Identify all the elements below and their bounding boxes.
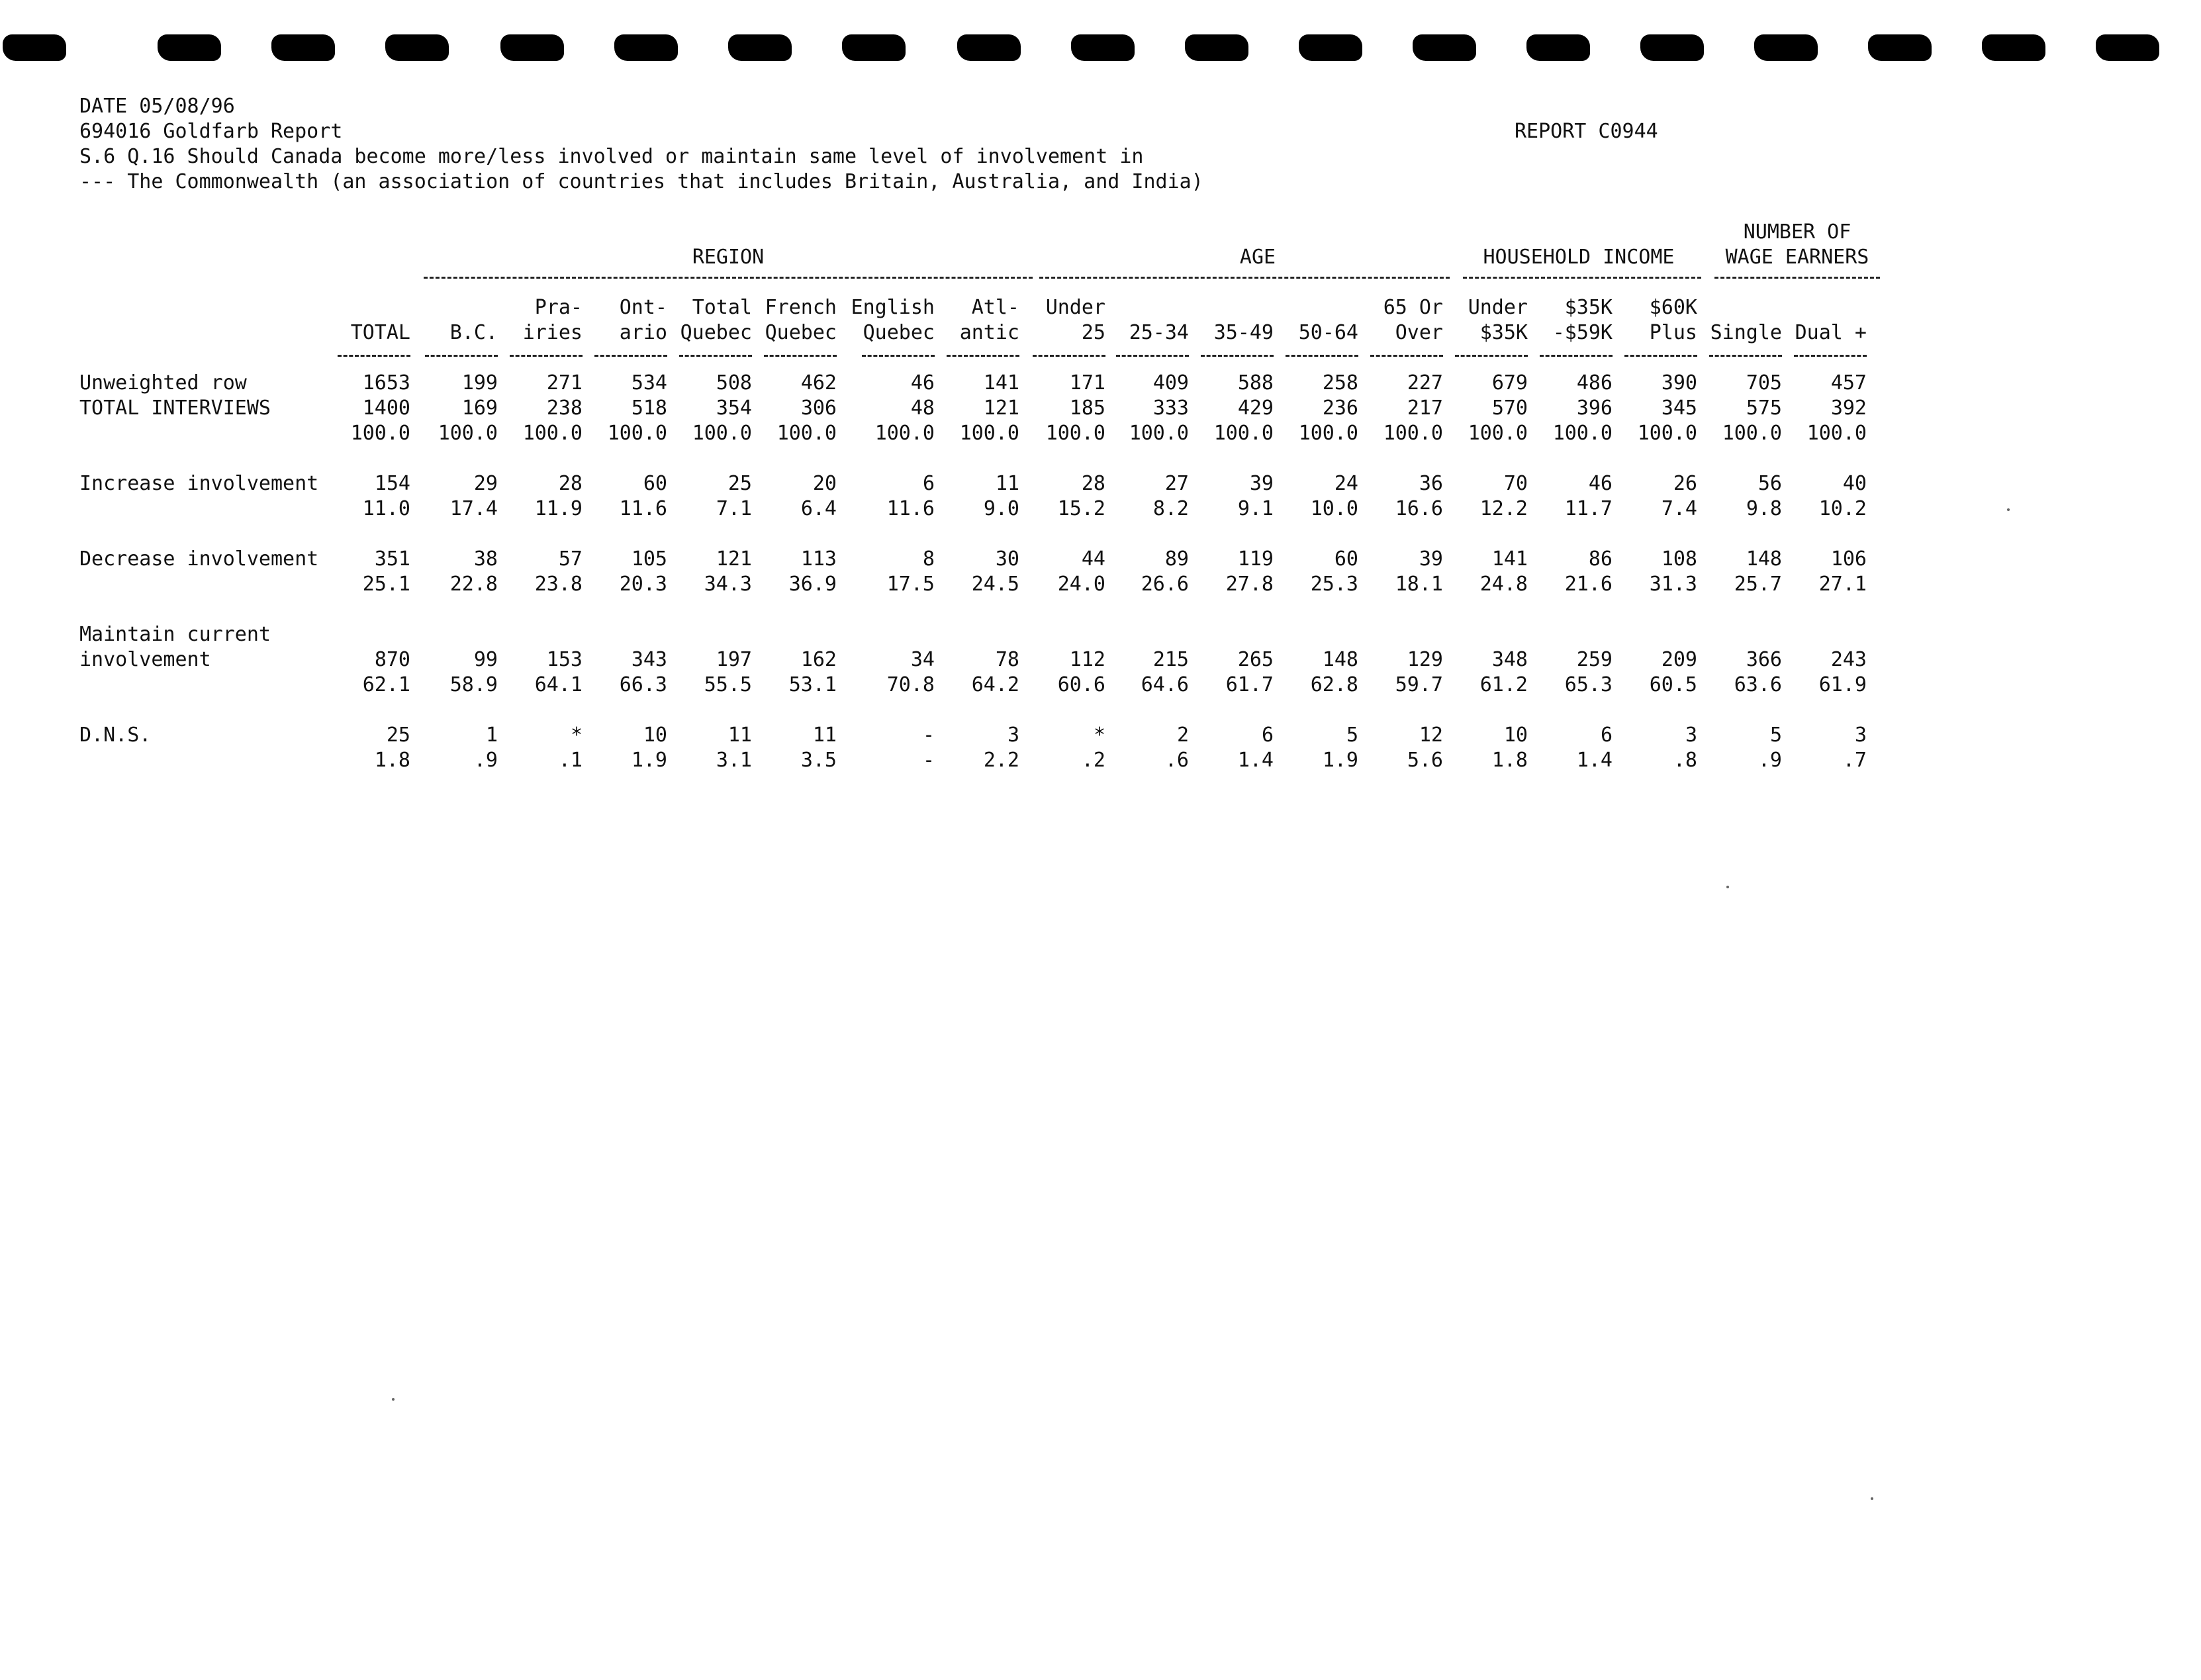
- column-header-line2: Quebec: [680, 321, 752, 344]
- table-cell: 2.2: [983, 749, 1019, 772]
- table-cell: 20.3: [619, 573, 667, 596]
- group-label-wage-earners-line2: WAGE EARNERS: [1725, 246, 1869, 269]
- table-cell: 113: [800, 547, 837, 571]
- table-cell: 25.1: [362, 573, 410, 596]
- table-cell: 100.0: [1298, 422, 1358, 445]
- table-cell: 59.7: [1395, 673, 1443, 696]
- table-cell: 3: [1854, 723, 1867, 747]
- table-cell: 34: [910, 648, 935, 671]
- table-cell: 46: [910, 371, 935, 395]
- table-cell: 169: [461, 397, 498, 420]
- column-header-line2: TOTAL: [350, 321, 410, 344]
- table-cell: 390: [1661, 371, 1697, 395]
- group-label-household-income: HOUSEHOLD INCOME: [1483, 246, 1675, 269]
- table-cell: 333: [1152, 397, 1189, 420]
- punch-mark: [1071, 34, 1135, 61]
- table-cell: 3: [1685, 723, 1697, 747]
- table-cell: 16.6: [1395, 497, 1443, 520]
- table-cell: 12.2: [1479, 497, 1528, 520]
- table-cell: 60.5: [1649, 673, 1697, 696]
- scan-speck: [2007, 508, 2010, 511]
- column-underline: [1116, 355, 1189, 357]
- table-cell: 518: [631, 397, 667, 420]
- table-cell: 243: [1830, 648, 1867, 671]
- column-underline: [1794, 355, 1867, 357]
- table-cell: 2: [1176, 723, 1189, 747]
- row-label: D.N.S.: [79, 723, 152, 747]
- column-underline: [1286, 355, 1358, 357]
- table-cell: 1.9: [631, 749, 667, 772]
- table-cell: 31.3: [1649, 573, 1697, 596]
- table-cell: 1400: [362, 397, 410, 420]
- table-cell: 25.3: [1310, 573, 1358, 596]
- table-cell: 11.7: [1564, 497, 1613, 520]
- table-cell: 570: [1491, 397, 1528, 420]
- table-cell: 57: [558, 547, 583, 571]
- column-underline: [1201, 355, 1274, 357]
- punch-mark: [957, 34, 1021, 61]
- table-cell: 271: [546, 371, 583, 395]
- table-cell: 3.1: [716, 749, 752, 772]
- table-cell: 11.0: [362, 497, 410, 520]
- table-cell: 679: [1491, 371, 1528, 395]
- table-cell: 236: [1322, 397, 1358, 420]
- table-cell: 12: [1419, 723, 1443, 747]
- column-header-line2: 25-34: [1129, 321, 1189, 344]
- punch-mark: [1754, 34, 1818, 61]
- column-header-line2: antic: [959, 321, 1019, 344]
- punch-mark: [271, 34, 335, 61]
- group-label-region: REGION: [692, 246, 765, 269]
- column-header-line2: ario: [619, 321, 667, 344]
- table-cell: 1: [485, 723, 498, 747]
- table-cell: 259: [1576, 648, 1613, 671]
- table-cell: 60.6: [1057, 673, 1105, 696]
- table-cell: 3.5: [800, 749, 837, 772]
- table-cell: 46: [1588, 472, 1613, 495]
- table-cell: 9.1: [1237, 497, 1274, 520]
- table-cell: 28: [558, 472, 583, 495]
- income-spanner-line: [1463, 277, 1701, 279]
- table-cell: 162: [800, 648, 837, 671]
- column-underline: [862, 355, 935, 357]
- table-cell: 38: [473, 547, 498, 571]
- table-cell: 40: [1842, 472, 1867, 495]
- column-underline: [594, 355, 667, 357]
- table-cell: 25: [727, 472, 752, 495]
- table-cell: 64.6: [1141, 673, 1189, 696]
- table-cell: 10.0: [1310, 497, 1358, 520]
- table-cell: 48: [910, 397, 935, 420]
- column-underline: [1540, 355, 1613, 357]
- column-underline: [764, 355, 837, 357]
- table-cell: 56: [1757, 472, 1782, 495]
- table-cell: 10: [1503, 723, 1528, 747]
- age-spanner-line: [1039, 277, 1450, 279]
- column-header-line1: Under: [1468, 296, 1528, 319]
- table-cell: 171: [1069, 371, 1105, 395]
- punch-mark: [500, 34, 564, 61]
- table-cell: 11: [727, 723, 752, 747]
- punch-mark: [385, 34, 449, 61]
- column-header-line2: 50-64: [1298, 321, 1358, 344]
- table-cell: 457: [1830, 371, 1867, 395]
- table-cell: 199: [461, 371, 498, 395]
- table-cell: 24: [1334, 472, 1358, 495]
- table-cell: 6: [922, 472, 935, 495]
- column-header-line2: 25: [1081, 321, 1105, 344]
- table-cell: 1.4: [1237, 749, 1274, 772]
- table-cell: 112: [1069, 648, 1105, 671]
- column-header-line1: Atl-: [971, 296, 1019, 319]
- table-cell: 11.6: [619, 497, 667, 520]
- table-cell: 25: [386, 723, 410, 747]
- table-cell: 58.9: [449, 673, 498, 696]
- table-cell: 86: [1588, 547, 1613, 571]
- table-cell: .9: [473, 749, 498, 772]
- table-cell: 25.7: [1734, 573, 1782, 596]
- table-cell: 55.5: [704, 673, 752, 696]
- table-cell: 24.0: [1057, 573, 1105, 596]
- table-cell: 534: [631, 371, 667, 395]
- column-header-line2: Single: [1710, 321, 1782, 344]
- table-cell: 30: [995, 547, 1019, 571]
- table-cell: 8.2: [1152, 497, 1189, 520]
- table-cell: 23.8: [534, 573, 583, 596]
- punch-mark: [1868, 34, 1932, 61]
- table-cell: 26.6: [1141, 573, 1189, 596]
- column-header-line1: Total: [692, 296, 752, 319]
- table-cell: 27.8: [1225, 573, 1274, 596]
- punch-mark: [1982, 34, 2045, 61]
- table-cell: 345: [1661, 397, 1697, 420]
- table-cell: 1.9: [1322, 749, 1358, 772]
- punch-mark: [842, 34, 906, 61]
- table-cell: 6: [1261, 723, 1274, 747]
- row-label: involvement: [79, 648, 211, 671]
- row-label: TOTAL INTERVIEWS: [79, 397, 271, 420]
- table-cell: 11.6: [886, 497, 935, 520]
- table-cell: 99: [473, 648, 498, 671]
- table-cell: 39: [1249, 472, 1274, 495]
- table-cell: 70: [1503, 472, 1528, 495]
- table-cell: 64.1: [534, 673, 583, 696]
- table-cell: 343: [631, 648, 667, 671]
- punch-mark: [728, 34, 792, 61]
- question-line-1: S.6 Q.16 Should Canada become more/less involved or maintain same level of involvement in: [79, 145, 1144, 168]
- table-cell: 486: [1576, 371, 1613, 395]
- table-cell: 6: [1600, 723, 1613, 747]
- table-cell: 62.1: [362, 673, 410, 696]
- column-header-line1: $60K: [1649, 296, 1697, 319]
- table-cell: 121: [983, 397, 1019, 420]
- column-header-line2: 35-49: [1213, 321, 1274, 344]
- table-cell: 705: [1746, 371, 1782, 395]
- region-spanner-line: [424, 277, 1033, 279]
- table-cell: 396: [1576, 397, 1613, 420]
- table-cell: 36.9: [788, 573, 837, 596]
- table-cell: -: [922, 723, 935, 747]
- table-cell: 5: [1769, 723, 1782, 747]
- row-label: Increase involvement: [79, 472, 319, 495]
- column-header-line2: iries: [522, 321, 583, 344]
- table-cell: 11: [995, 472, 1019, 495]
- table-cell: 24.8: [1479, 573, 1528, 596]
- table-cell: 105: [631, 547, 667, 571]
- table-cell: 462: [800, 371, 837, 395]
- table-cell: 61.7: [1225, 673, 1274, 696]
- table-cell: 209: [1661, 648, 1697, 671]
- table-cell: 100.0: [1129, 422, 1189, 445]
- column-underline: [1455, 355, 1528, 357]
- column-header-line2: Dual +: [1795, 321, 1867, 344]
- table-cell: .1: [558, 749, 583, 772]
- column-header-line1: French: [765, 296, 837, 319]
- column-underline: [1709, 355, 1782, 357]
- table-cell: 100.0: [692, 422, 752, 445]
- table-cell: 18.1: [1395, 573, 1443, 596]
- table-cell: 8: [922, 547, 935, 571]
- table-cell: 10: [643, 723, 667, 747]
- table-cell: 53.1: [788, 673, 837, 696]
- table-cell: 11.9: [534, 497, 583, 520]
- punch-mark: [1640, 34, 1704, 61]
- table-cell: 7.1: [716, 497, 752, 520]
- table-cell: 70.8: [886, 673, 935, 696]
- table-cell: 265: [1237, 648, 1274, 671]
- table-cell: 217: [1407, 397, 1443, 420]
- table-cell: 29: [473, 472, 498, 495]
- table-cell: 121: [716, 547, 752, 571]
- punch-mark: [2096, 34, 2159, 61]
- table-cell: 1.4: [1576, 749, 1613, 772]
- table-cell: 10.2: [1818, 497, 1867, 520]
- table-cell: 1.8: [1491, 749, 1528, 772]
- table-cell: 392: [1830, 397, 1867, 420]
- group-label-wage-earners-line1: NUMBER OF: [1743, 220, 1851, 244]
- table-cell: 64.2: [971, 673, 1019, 696]
- punch-mark: [158, 34, 221, 61]
- table-cell: 100.0: [607, 422, 667, 445]
- column-header-line1: Ont-: [619, 296, 667, 319]
- table-cell: 20: [812, 472, 837, 495]
- table-cell: 1.8: [374, 749, 410, 772]
- table-cell: 5.6: [1407, 749, 1443, 772]
- column-underline: [1624, 355, 1697, 357]
- table-cell: 24.5: [971, 573, 1019, 596]
- table-cell: 258: [1322, 371, 1358, 395]
- table-cell: 100.0: [1722, 422, 1782, 445]
- column-header-line2: Plus: [1649, 321, 1697, 344]
- table-cell: 22.8: [449, 573, 498, 596]
- table-cell: 238: [546, 397, 583, 420]
- table-cell: 100.0: [1468, 422, 1528, 445]
- row-label: Unweighted row: [79, 371, 247, 395]
- table-cell: 588: [1237, 371, 1274, 395]
- table-cell: 351: [374, 547, 410, 571]
- table-cell: 100.0: [1552, 422, 1613, 445]
- table-cell: 153: [546, 648, 583, 671]
- table-cell: 17.5: [886, 573, 935, 596]
- report-id: REPORT C0944: [1515, 120, 1658, 143]
- table-cell: 306: [800, 397, 837, 420]
- column-header-line2: -$59K: [1552, 321, 1613, 344]
- table-cell: 348: [1491, 648, 1528, 671]
- punch-mark: [1526, 34, 1590, 61]
- column-header-line2: $35K: [1479, 321, 1528, 344]
- table-cell: 148: [1746, 547, 1782, 571]
- column-header-line1: English: [851, 296, 935, 319]
- table-cell: 44: [1081, 547, 1105, 571]
- table-cell: 100.0: [776, 422, 837, 445]
- report-date: DATE 05/08/96: [79, 95, 235, 118]
- question-line-2: --- The Commonwealth (an association of countries that includes Britain, Australia, and India): [79, 170, 1203, 193]
- table-cell: 129: [1407, 648, 1443, 671]
- row-label: Maintain current: [79, 623, 271, 646]
- column-underline: [947, 355, 1019, 357]
- punch-mark: [1413, 34, 1476, 61]
- report-title: 694016 Goldfarb Report: [79, 120, 343, 143]
- table-cell: 26: [1673, 472, 1697, 495]
- column-underline: [425, 355, 498, 357]
- column-underline: [338, 355, 410, 357]
- column-header-line2: Quebec: [765, 321, 837, 344]
- table-cell: 3: [1007, 723, 1019, 747]
- table-cell: 61.9: [1818, 673, 1867, 696]
- table-cell: 100.0: [438, 422, 498, 445]
- table-cell: 100.0: [522, 422, 583, 445]
- table-cell: 27.1: [1818, 573, 1867, 596]
- table-cell: 870: [374, 648, 410, 671]
- table-cell: 89: [1164, 547, 1189, 571]
- punch-mark: [614, 34, 678, 61]
- table-cell: 27: [1164, 472, 1189, 495]
- table-cell: 5: [1346, 723, 1358, 747]
- punch-mark: [1185, 34, 1248, 61]
- table-cell: 78: [995, 648, 1019, 671]
- table-cell: 366: [1746, 648, 1782, 671]
- table-cell: -: [922, 749, 935, 772]
- table-cell: 100.0: [1045, 422, 1105, 445]
- table-cell: 100.0: [1383, 422, 1443, 445]
- table-cell: 354: [716, 397, 752, 420]
- table-cell: 141: [1491, 547, 1528, 571]
- table-cell: 21.6: [1564, 573, 1613, 596]
- punch-mark: [1299, 34, 1362, 61]
- table-cell: 108: [1661, 547, 1697, 571]
- table-cell: 100.0: [1806, 422, 1867, 445]
- punch-mark: [3, 34, 66, 61]
- column-underline: [679, 355, 752, 357]
- table-cell: 100.0: [1637, 422, 1697, 445]
- column-underline: [510, 355, 583, 357]
- column-header-line2: B.C.: [449, 321, 498, 344]
- table-cell: 100.0: [1213, 422, 1274, 445]
- scan-speck: [1871, 1497, 1873, 1500]
- row-label: Decrease involvement: [79, 547, 319, 571]
- column-header-line1: Under: [1045, 296, 1105, 319]
- group-label-age: AGE: [1239, 246, 1276, 269]
- table-cell: 17.4: [449, 497, 498, 520]
- table-cell: .6: [1164, 749, 1189, 772]
- table-cell: 66.3: [619, 673, 667, 696]
- table-cell: 65.3: [1564, 673, 1613, 696]
- table-cell: 409: [1152, 371, 1189, 395]
- column-underline: [1033, 355, 1105, 357]
- table-cell: 7.4: [1661, 497, 1697, 520]
- table-cell: 141: [983, 371, 1019, 395]
- punch-hole-strip: [0, 0, 2201, 86]
- table-cell: 1653: [362, 371, 410, 395]
- table-cell: 60: [643, 472, 667, 495]
- column-header-line2: Over: [1395, 321, 1443, 344]
- table-cell: 215: [1152, 648, 1189, 671]
- column-header-line1: 65 Or: [1383, 296, 1443, 319]
- column-header-line1: $35K: [1564, 296, 1613, 319]
- table-cell: 36: [1419, 472, 1443, 495]
- table-cell: 9.8: [1746, 497, 1782, 520]
- table-cell: .9: [1757, 749, 1782, 772]
- table-cell: 119: [1237, 547, 1274, 571]
- table-cell: 62.8: [1310, 673, 1358, 696]
- table-cell: 185: [1069, 397, 1105, 420]
- table-cell: 61.2: [1479, 673, 1528, 696]
- table-cell: 63.6: [1734, 673, 1782, 696]
- column-header-line1: Pra-: [534, 296, 583, 319]
- table-cell: .7: [1842, 749, 1867, 772]
- table-cell: 227: [1407, 371, 1443, 395]
- table-cell: .8: [1673, 749, 1697, 772]
- table-cell: *: [1093, 723, 1105, 747]
- scan-speck: [1726, 886, 1729, 888]
- table-cell: 11: [812, 723, 837, 747]
- table-cell: 100.0: [959, 422, 1019, 445]
- table-cell: 9.0: [983, 497, 1019, 520]
- table-cell: 106: [1830, 547, 1867, 571]
- scan-speck: [392, 1398, 395, 1401]
- table-cell: 197: [716, 648, 752, 671]
- table-cell: 39: [1419, 547, 1443, 571]
- table-cell: 15.2: [1057, 497, 1105, 520]
- table-cell: 575: [1746, 397, 1782, 420]
- table-cell: *: [570, 723, 583, 747]
- table-cell: 100.0: [350, 422, 410, 445]
- table-cell: 154: [374, 472, 410, 495]
- table-cell: 148: [1322, 648, 1358, 671]
- wage-earners-spanner-line: [1714, 277, 1880, 279]
- table-cell: 100.0: [874, 422, 935, 445]
- table-cell: 508: [716, 371, 752, 395]
- table-cell: 429: [1237, 397, 1274, 420]
- table-cell: 34.3: [704, 573, 752, 596]
- column-header-line2: Quebec: [863, 321, 935, 344]
- table-cell: .2: [1081, 749, 1105, 772]
- table-cell: 60: [1334, 547, 1358, 571]
- column-underline: [1370, 355, 1443, 357]
- table-cell: 28: [1081, 472, 1105, 495]
- table-cell: 6.4: [800, 497, 837, 520]
